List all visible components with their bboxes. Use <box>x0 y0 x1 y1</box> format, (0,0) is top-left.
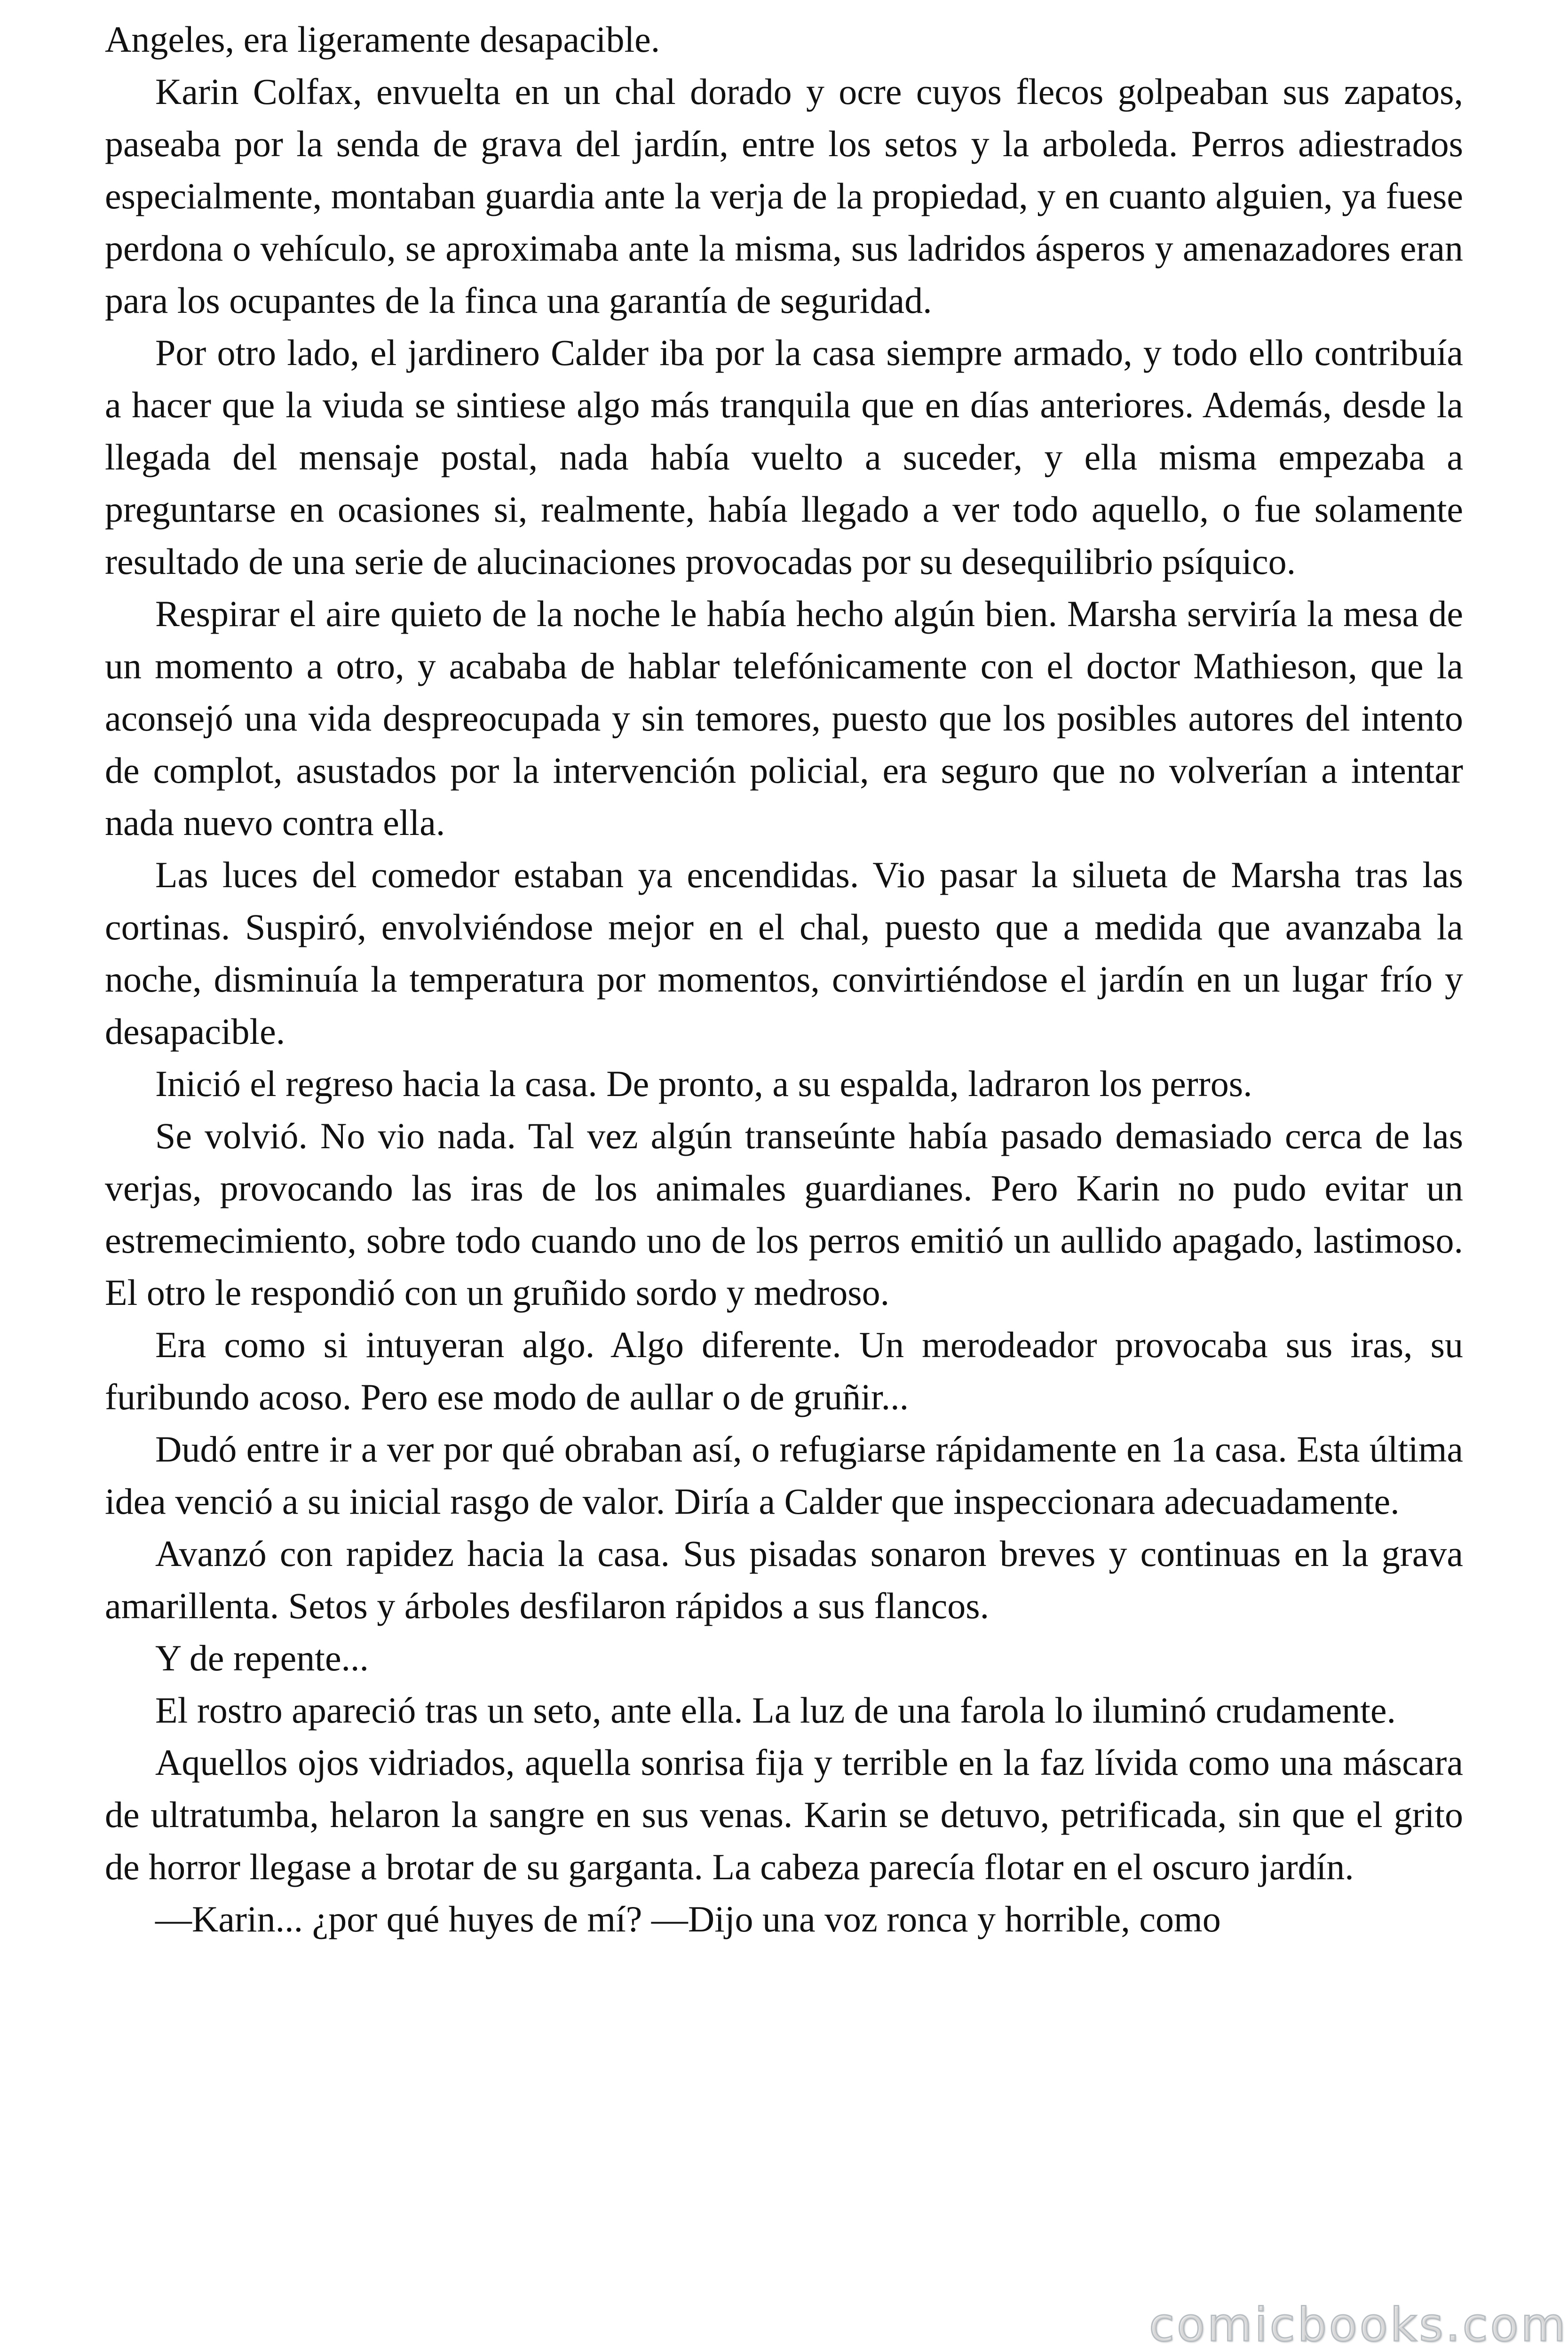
paragraph: Aquellos ojos vidriados, aquella sonrisa fija y terrible en la faz lívida como una máscara de ultratumba, helaron la sangre en sus venas. Karin se detuvo, petrificada, sin que el grito de horror llegase a brotar de su garganta. La cabeza parecía flotar en el oscuro jardín. <box>105 1742 1463 1887</box>
paragraph: Avanzó con rapidez hacia la casa. Sus pisadas sonaron breves y continuas en la grava amarillenta. Setos y árboles desfilaron rápidos a sus flancos. <box>105 1533 1463 1626</box>
paragraph: Era como si intuyeran algo. Algo diferente. Un merodeador provocaba sus iras, su furibundo acoso. Pero ese modo de aullar o de gruñir... <box>105 1324 1463 1417</box>
paragraph: Dudó entre ir a ver por qué obraban así, o refugiarse rápidamente en 1a casa. Esta última idea venció a su inicial rasgo de valor. Diría a Calder que inspeccionara adecuadamente. <box>105 1429 1463 1522</box>
paragraph: Por otro lado, el jardinero Calder iba por la casa siempre armado, y todo ello contribuía a hacer que la viuda se sintiese algo más tranquila que en días anteriores. Además, desde la llegada del mensaje postal, nada había vuelto a suceder, y ella misma empezaba a preguntarse en ocasiones si, realmente, había llegado a ver todo aquello, o fue solamente resultado de una serie de alucinaciones provocadas por su desequilibrio psíquico. <box>105 332 1463 582</box>
paragraph: Se volvió. No vio nada. Tal vez algún transeúnte había pasado demasiado cerca de las verjas, provocando las iras de los animales guardianes. Pero Karin no pudo evitar un estremecimiento, sobre todo cuando uno de los perros emitió un aullido apagado, lastimoso. El otro le respondió con un gruñido sordo y medroso. <box>105 1115 1463 1313</box>
paragraph: El rostro apareció tras un seto, ante ella. La luz de una farola lo iluminó crudamente. <box>155 1690 1396 1731</box>
paragraph: Karin Colfax, envuelta en un chal dorado y ocre cuyos flecos golpeaban sus zapatos, paseaba por la senda de grava del jardín, entre los setos y la arboleda. Perros adiestrados especialmente, montaban guardia ante la verja de la propiedad, y en cuanto alguien, ya fuese perdona o vehículo, se aproximaba ante la misma, sus ladridos ásperos y amenazadores eran para los ocupantes de la finca una garantía de seguridad. <box>105 71 1463 321</box>
watermark-logo: comicbooks.com <box>1149 2298 1568 2352</box>
paragraph: —Karin... ¿por qué huyes de mí? —Dijo una voz ronca y horrible, como <box>155 1899 1221 1939</box>
paragraph: Y de repente... <box>155 1637 369 1678</box>
paragraph: Inició el regreso hacia la casa. De pronto, a su espalda, ladraron los perros. <box>155 1063 1252 1104</box>
book-page-text <box>105 13 1463 1945</box>
paragraph: Las luces del comedor estaban ya encendidas. Vio pasar la silueta de Marsha tras las cortinas. Suspiró, envolviéndose mejor en el chal, puesto que a medida que avanzaba la noche, disminuía la temperatura por momentos, convirtiéndose el jardín en un lugar frío y desapacible. <box>105 854 1463 1052</box>
paragraph: Angeles, era ligeramente desapacible. <box>105 19 660 60</box>
paragraph: Respirar el aire quieto de la noche le había hecho algún bien. Marsha serviría la mesa de un momento a otro, y acababa de hablar telefónicamente con el doctor Mathieson, que la aconsejó una vida despreocupada y sin temores, puesto que los posibles autores del intento de complot, asustados por la intervención policial, era seguro que no volverían a intentar nada nuevo contra ella. <box>105 593 1463 843</box>
